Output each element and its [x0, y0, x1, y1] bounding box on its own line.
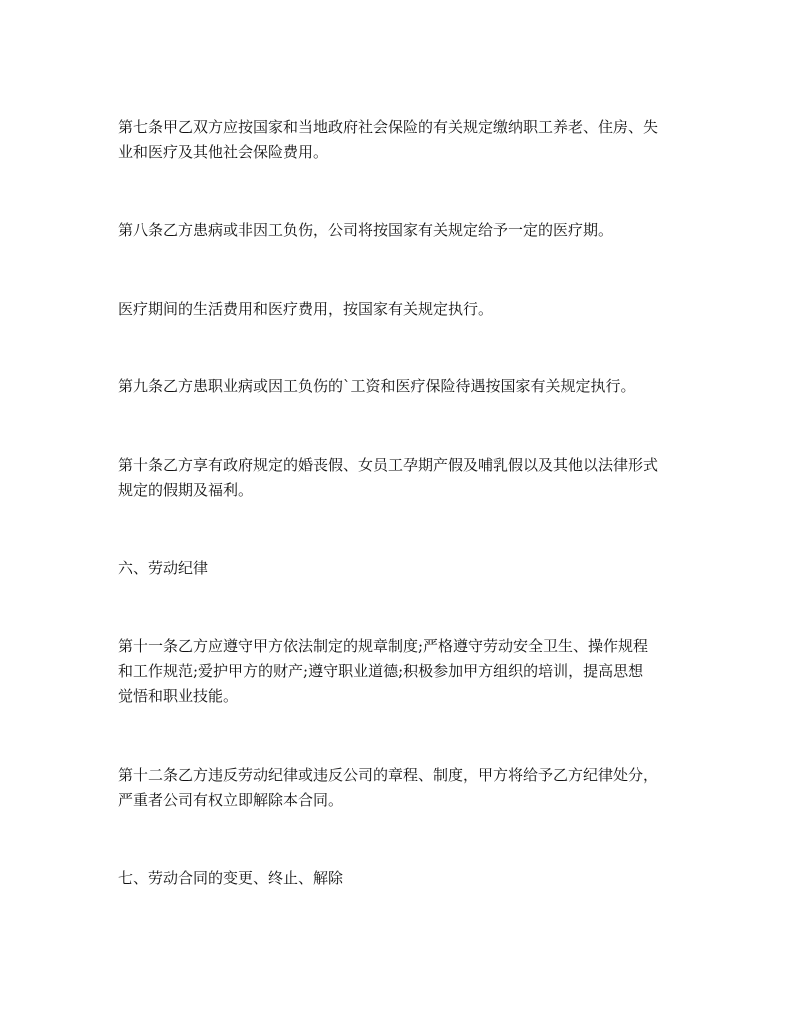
section-7-heading: 七、劳动合同的变更、终止、解除: [118, 869, 344, 887]
medical-period-paragraph: 医疗期间的生活费用和医疗费用，按国家有关规定执行。: [118, 300, 494, 318]
section-6-heading: 六、劳动纪律: [118, 559, 209, 577]
article-7-paragraph: 第七条甲乙双方应按国家和当地政府社会保险的有关规定缴纳职工养老、住房、失 业和医疗及其他社会保险费用。: [118, 118, 659, 161]
article-8-paragraph: 第八条乙方患病或非因工负伤，公司将按国家有关规定给予一定的医疗期。: [118, 221, 614, 239]
article-11-paragraph: 第十一条乙方应遵守甲方依法制定的规章制度;严格遵守劳动安全卫生、操作规程 和工作规范;爱护甲方的财产;遵守职业道德;积极参加甲方组织的培训，提高思想 觉悟和职业技能。: [118, 637, 649, 705]
article-12-paragraph: 第十二条乙方违反劳动纪律或违反公司的章程、制度，甲方将给予乙方纪律处分， 严重者公司有权立即解除本合同。: [118, 766, 659, 809]
article-9-paragraph: 第九条乙方患职业病或因工负伤的`工资和医疗保险待遇按国家有关规定执行。: [118, 377, 636, 395]
article-10-paragraph: 第十条乙方享有政府规定的婚丧假、女员工孕期产假及哺乳假以及其他以法律形式 规定的假期及福利。: [118, 456, 659, 499]
